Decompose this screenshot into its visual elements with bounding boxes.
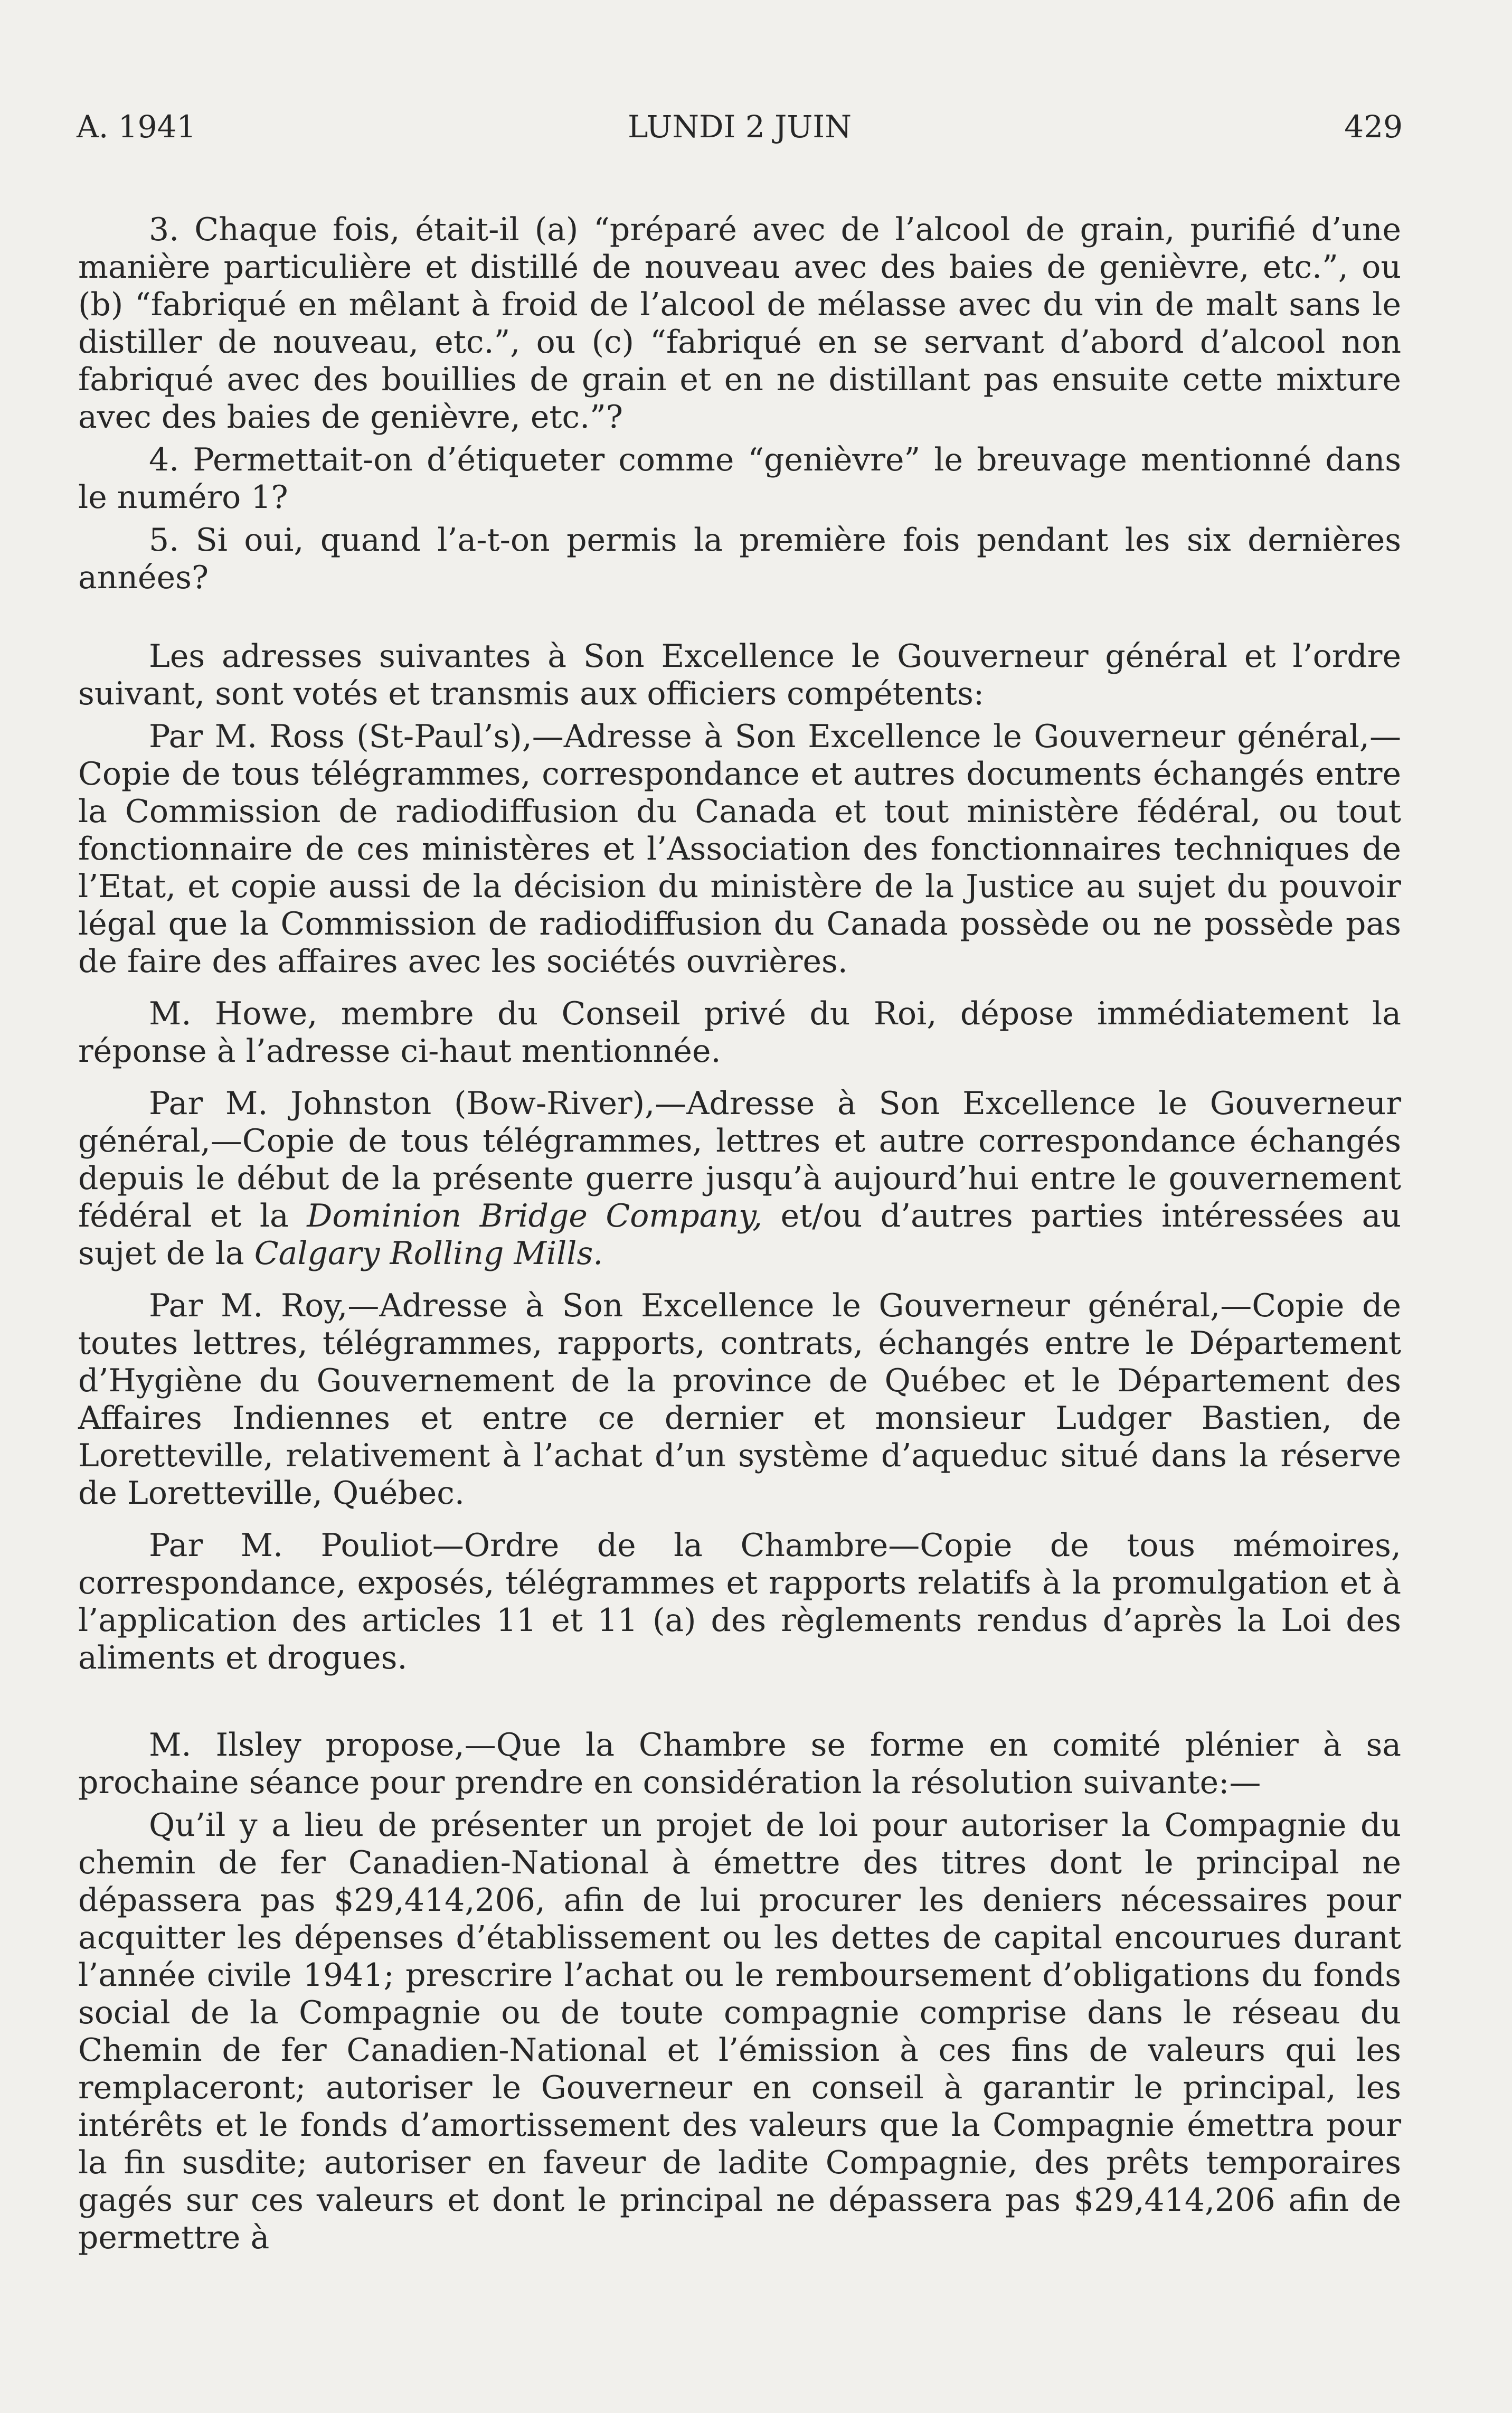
order-pouliot: Par M. Pouliot—Ordre de la Chambre—Copie de tous mémoires, correspondance, exposés, télégrammes et rapports relatifs à la promulgation et à l’application des articles 11 et 11 (a) des règlements rendus d’après la Loi des aliments et drogues.	[78, 1527, 1401, 1676]
question-5: 5. Si oui, quand l’a-t-on permis la première fois pendant les six dernières années?	[78, 522, 1401, 596]
question-3: 3. Chaque fois, était-il (a) “préparé avec de l’alcool de grain, purifié d’une manière particulière et distillé de nouveau avec des baies de genièvre, etc.”, ou (b) “fabriqué en mêlant à froid de l’alcool de mélasse avec du vin de malt sans le distiller de nouveau, etc.”, ou (c) “fabriqué en se servant d’abord d’alcool non fabriqué avec des bouillies de grain et en ne distillant pas ensuite cette mixture avec des baies de genièvre, etc.”?	[78, 211, 1401, 436]
addresses-intro: Les adresses suivantes à Son Excellence le Gouverneur général et l’ordre suivant, sont votés et transmis aux officiers compétents:	[78, 638, 1401, 712]
dominion-bridge-company: Dominion Bridge Company,	[307, 1198, 763, 1234]
session-year: A. 1941	[77, 109, 196, 145]
howe-response: M. Howe, membre du Conseil privé du Roi, dépose immédiatement la réponse à l’adresse ci-haut mentionnée.	[78, 995, 1401, 1070]
address-johnston: Par M. Johnston (Bow-River),—Adresse à Son Excellence le Gouverneur général,—Copie de tous télégrammes, lettres et autre correspondance échangés depuis le début de la présente guerre jusqu’à aujourd’hui entre le gouvernement fédéral et la Dominion Bridge Company, et/ou d’autres parties intéressées au sujet de la Calgary Rolling Mills.	[78, 1085, 1401, 1272]
question-4: 4. Permettait-on d’étiqueter comme “genièvre” le breuvage mentionné dans le numéro 1?	[78, 441, 1401, 516]
address-roy: Par M. Roy,—Adresse à Son Excellence le Gouverneur général,—Copie de toutes lettres, télégrammes, rapports, contrats, échangés entre le Département d’Hygiène du Gouvernement de la province de Québec et le Département des Affaires Indiennes et entre ce dernier et monsieur Ludger Bastien, de Loretteville, relativement à l’achat d’un système d’aqueduc situé dans la réserve de Loretteville, Québec.	[78, 1287, 1401, 1512]
calgary-rolling-mills: Calgary Rolling Mills.	[254, 1235, 603, 1272]
page-date: LUNDI 2 JUIN	[628, 109, 852, 145]
ilsley-motion: M. Ilsley propose,—Que la Chambre se forme en comité plénier à sa prochaine séance pour prendre en considération la résolution suivante:—	[78, 1727, 1401, 1801]
address-ross: Par M. Ross (St-Paul’s),—Adresse à Son Excellence le Gouverneur général,—Copie de tous télégrammes, correspondance et autres documents échangés entre la Commission de radiodiffusion du Canada et tout ministère fédéral, ou tout fonctionnaire de ces ministères et l’Association des fonctionnaires techniques de l’Etat, et copie aussi de la décision du ministère de la Justice au sujet du pouvoir légal que la Commission de radiodiffusion du Canada possède ou ne possède pas de faire des affaires avec les sociétés ouvrières.	[78, 718, 1401, 980]
resolution-text: Qu’il y a lieu de présenter un projet de loi pour autoriser la Compagnie du chemin de fer Canadien-National à émettre des titres dont le principal ne dépassera pas $29,414,206, afin de lui procurer les deniers nécessaires pour acquitter les dépenses d’établissement ou les dettes de capital encourues durant l’année civile 1941; prescrire l’achat ou le remboursement d’obligations du fonds social de la Compagnie ou de toute compagnie comprise dans le réseau du Chemin de fer Canadien-National et l’émission à ces fins de valeurs qui les remplaceront; autoriser le Gouverneur en conseil à garantir le principal, les intérêts et le fonds d’amortissement des valeurs que la Compagnie émettra pour la fin susdite; autoriser en faveur de ladite Compagnie, des prêts temporaires gagés sur ces valeurs et dont le principal ne dépassera pas $29,414,206 afin de permettre à	[78, 1807, 1401, 2256]
page-body	[78, 211, 1401, 2257]
page-number: 429	[1344, 109, 1403, 145]
page-header	[77, 108, 1403, 145]
